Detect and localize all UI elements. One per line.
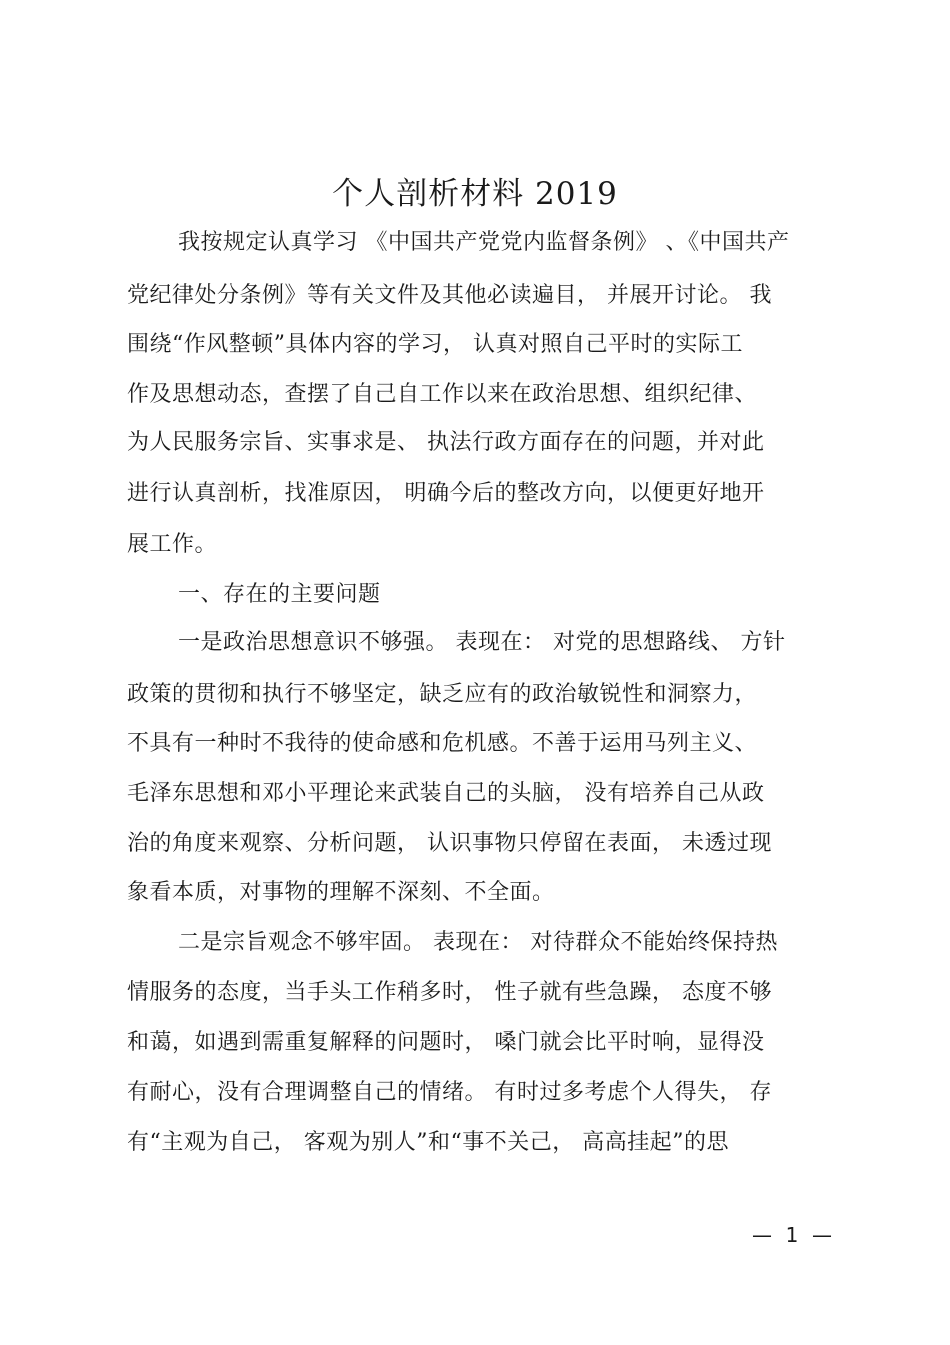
paragraph-line: 党纪律处分条例》等有关文件及其他必读遍目， 并展开讨论。 我 bbox=[127, 283, 772, 308]
paragraph-line: 进行认真剖析，找准原因， 明确今后的整改方向，以便更好地开 bbox=[127, 481, 765, 506]
paragraph-line: 我按规定认真学习 《中国共产党党内监督条例》 、《中国共产 bbox=[178, 230, 790, 255]
paragraph-line: 象看本质，对事物的理解不深刻、不全面。 bbox=[127, 880, 555, 905]
paragraph-line: 为人民服务宗旨、实事求是、 执法行政方面存在的问题，并对此 bbox=[127, 430, 765, 455]
page-number-dash-left: — bbox=[752, 1223, 772, 1247]
paragraph-line: 政策的贯彻和执行不够坚定，缺乏应有的政治敏锐性和洞察力， bbox=[127, 682, 758, 707]
page-number-dash-right: — bbox=[812, 1223, 832, 1247]
paragraph-line: 围绕“作风整顿”具体内容的学习， 认真对照自己平时的实际工 bbox=[127, 332, 743, 357]
paragraph-line: 作及思想动态，查摆了自己自工作以来在政治思想、组织纪律、 bbox=[127, 382, 758, 407]
page-number-value: 1 bbox=[785, 1223, 799, 1247]
paragraph-line: 展工作。 bbox=[127, 532, 218, 557]
document-title: 个人剖析材料 2019 bbox=[332, 176, 618, 212]
paragraph-line: 毛泽东思想和邓小平理论来武装自己的头脑， 没有培养自己从政 bbox=[127, 781, 765, 806]
paragraph-line: 有耐心，没有合理调整自己的情绪。 有时过多考虑个人得失， 存 bbox=[127, 1080, 772, 1105]
paragraph-line: 治的角度来观察、分析问题， 认识事物只停留在表面， 未透过现 bbox=[127, 831, 772, 856]
page-number bbox=[752, 1222, 832, 1248]
paragraph-line: 和蔼，如遇到需重复解释的问题时， 嗓门就会比平时响，显得没 bbox=[127, 1030, 765, 1055]
paragraph-line: 有“主观为自己， 客观为别人”和“事不关己， 高高挂起”的思 bbox=[127, 1130, 729, 1155]
paragraph-line: 情服务的态度，当手头工作稍多时， 性子就有些急躁， 态度不够 bbox=[127, 980, 772, 1005]
paragraph-line: 一是政治思想意识不够强。 表现在： 对党的思想路线、 方针 bbox=[178, 630, 786, 655]
paragraph-line: 不具有一种时不我待的使命感和危机感。不善于运用马列主义、 bbox=[127, 731, 758, 756]
paragraph-line: 二是宗旨观念不够牢固。 表现在： 对待群众不能始终保持热 bbox=[178, 930, 778, 955]
section-heading: 一、存在的主要问题 bbox=[178, 582, 381, 607]
